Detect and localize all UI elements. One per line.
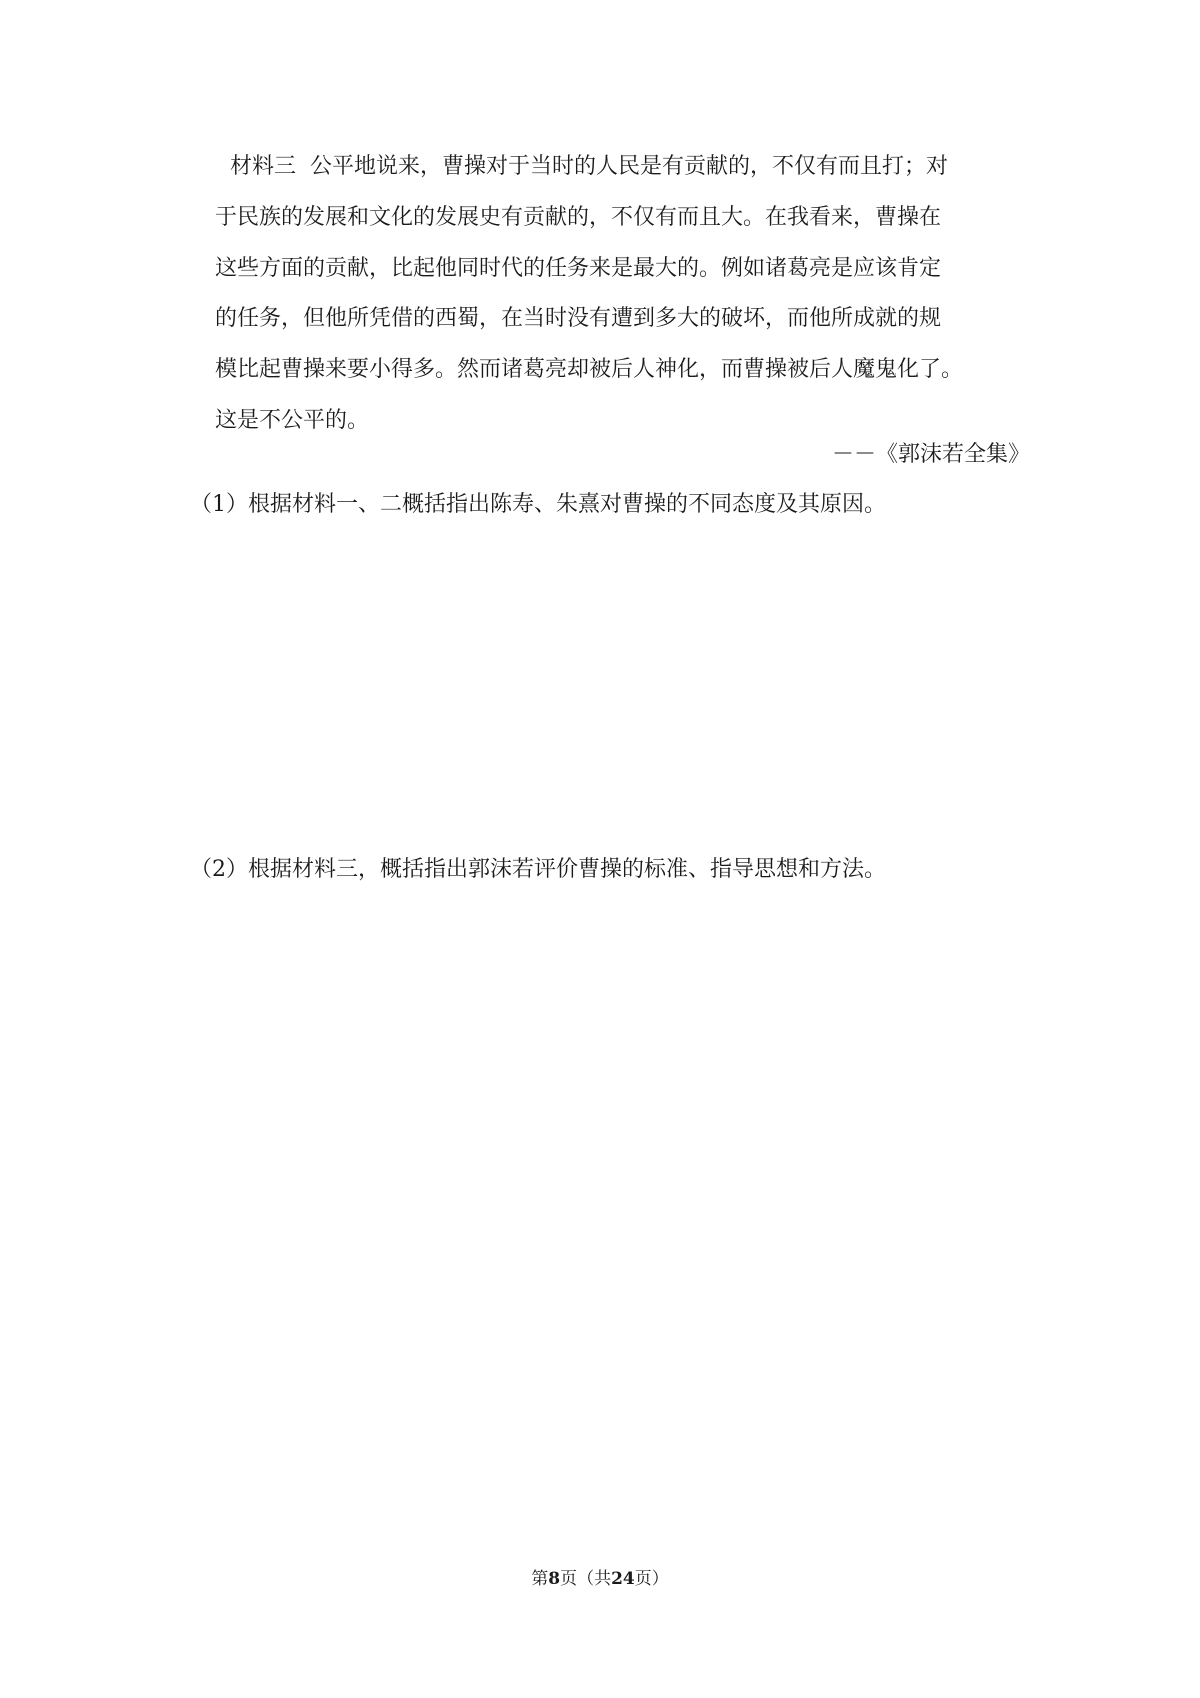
footer-total-pages: 24 (611, 1569, 635, 1589)
footer-page-number: 8 (548, 1569, 561, 1589)
question-1: （1）根据材料一、二概括指出陈寿、朱熹对曹操的不同态度及其原因。 (190, 492, 886, 517)
footer-prefix: 第 (531, 1569, 549, 1589)
page-footer (0, 1565, 1200, 1593)
footer-middle: 页（共 (560, 1569, 612, 1589)
material-label: 材料三 (230, 154, 297, 179)
passage-line-4: 的任务，但他所凭借的西蜀，在当时没有遭到多大的破坏，而他所成就的规 (215, 306, 942, 332)
passage-line-6: 这是不公平的。 (215, 407, 370, 433)
passage-line-1 (215, 150, 1030, 183)
answer-space-1 (190, 530, 1050, 840)
passage-line-3: 这些方面的贡献，比起他同时代的任务来是最大的。例如诸葛亮是应该肯定 (215, 255, 942, 281)
answer-space-2 (190, 895, 1050, 1545)
passage-line-2: 于民族的发展和文化的发展史有贡献的，不仅有而且大。在我看来，曹操在 (215, 204, 942, 230)
question-2: （2）根据材料三，概括指出郭沫若评价曹操的标准、指导思想和方法。 (190, 857, 886, 882)
footer-suffix: 页） (634, 1569, 669, 1589)
material-three-passage (215, 150, 1030, 455)
passage-line-5: 模比起曹操来要小得多。然而诸葛亮却被后人神化，而曹操被后人魔鬼化了。 (215, 357, 964, 383)
passage-line-1-text: 公平地说来，曹操对于当时的人民是有贡献的，不仅有而且打；对 (310, 154, 949, 179)
passage-source: －－《郭沫若全集》 (831, 442, 1030, 467)
